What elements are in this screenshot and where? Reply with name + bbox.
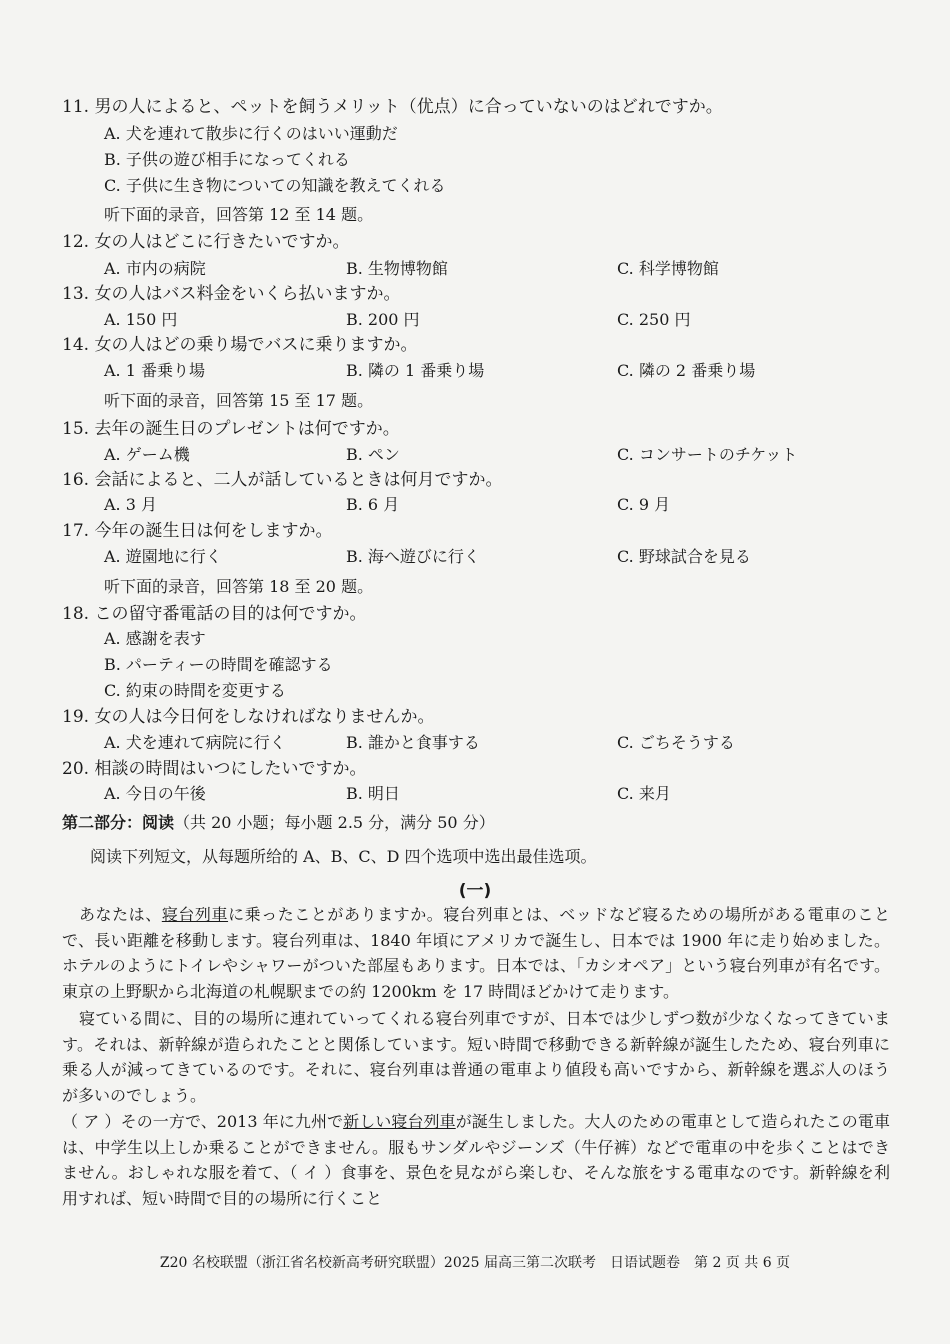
q18-option-b: B. パーティーの時間を確認する — [104, 655, 333, 674]
listening-instruction-18: 听下面的录音，回答第 18 至 20 题。 — [104, 577, 374, 596]
q17-option-a: A. 遊園地に行く — [104, 547, 222, 566]
passage-paragraph-3: （ ア ）その一方で、2013 年に九州で新しい寝台列車が誕生しました。大人のための電車として造られたこの電車は、中学生以上しか乗ることができません。服もサンダルやジーンズ（牛仔裤）などで電車の中を歩くことはできません。おしゃれな服を着て、（ イ ）食事を、景色を見ながら楽しむ、そんな旅をする電車なのです。新幹線を利用すれば、短い時間で目的の場所に行くこと — [62, 1112, 890, 1208]
q19-option-a: A. 犬を連れて病院に行く — [104, 733, 286, 752]
section-2-title: 第二部分：阅读 — [62, 813, 175, 832]
underlined-term-sleeper-train: 寝台列車 — [161, 905, 229, 924]
q13-option-b: B. 200 円 — [346, 310, 420, 329]
q14-option-a: A. 1 番乗り場 — [104, 361, 205, 380]
q20-option-c: C. 来月 — [617, 784, 671, 803]
listening-instruction-12: 听下面的录音，回答第 12 至 14 题。 — [104, 205, 374, 224]
page-footer: Z20 名校联盟（浙江省名校新高考研究联盟）2025 届高三第二次联考 日语试题卷 第 2 页 共 6 页 — [159, 1255, 791, 1271]
q16-option-c: C. 9 月 — [617, 495, 671, 514]
section-2-heading — [62, 812, 495, 834]
underlined-term-new-sleeper-train: 新しい寝台列車 — [343, 1112, 456, 1131]
question-14: 14. 女の人はどの乗り場でバスに乗りますか。 — [62, 335, 418, 355]
q15-option-a: A. ゲーム機 — [104, 445, 190, 464]
question-16: 16. 会話によると、二人が話しているときは何月ですか。 — [62, 470, 503, 490]
passage-title: (一) — [458, 881, 492, 901]
q12-option-b: B. 生物博物館 — [346, 259, 448, 278]
q20-option-b: B. 明日 — [346, 784, 400, 803]
question-19: 19. 女の人は今日何をしなければなりませんか。 — [62, 707, 435, 727]
q11-option-c: C. 子供に生き物についての知識を教えてくれる — [104, 176, 446, 195]
q18-option-c: C. 約束の時間を変更する — [104, 681, 286, 700]
q18-option-a: A. 感謝を表す — [104, 629, 206, 648]
question-17: 17. 今年の誕生日は何をしますか。 — [62, 521, 333, 541]
question-12: 12. 女の人はどこに行きたいですか。 — [62, 232, 350, 252]
passage-paragraph-2: 寝ている間に、目的の場所に連れていってくれる寝台列車ですが、日本では少しずつ数が少なくなってきています。それは、新幹線が造られたことと関係しています。短い時間で移動できる新幹線が誕生したため、寝台列車に乗る人が減ってきているのです。それに、寝台列車は普通の電車より値段も高いですから、新幹線を選ぶ人のほうが多いのでしょう。 — [62, 1009, 890, 1105]
q20-option-a: A. 今日の午後 — [104, 784, 206, 803]
question-13: 13. 女の人はバス料金をいくら払いますか。 — [62, 284, 401, 304]
q19-option-c: C. ごちそうする — [617, 733, 735, 752]
q14-option-c: C. 隣の 2 番乗り場 — [617, 361, 756, 380]
q13-option-a: A. 150 円 — [104, 310, 178, 329]
q13-option-c: C. 250 円 — [617, 310, 691, 329]
passage-paragraph-1: あなたは、寝台列車に乗ったことがありますか。寝台列車とは、ベッドなど寝るための場所がある電車のことで、長い距離を移動します。寝台列車は、1840 年頃にアメリカで誕生し、日本では 1900 年に走り始めました。ホテルのようにトイレやシャワーがついた部屋もあります。日本では、「カシオペア」という寝台列車が有名です。東京の上野駅から北海道の札幌駅までの約 1200km を 17 時間ほどかけて走ります。 — [62, 905, 890, 1001]
q11-option-b: B. 子供の遊び相手になってくれる — [104, 150, 350, 169]
q15-option-c: C. コンサートのチケット — [617, 445, 798, 464]
q11-option-a: A. 犬を連れて散歩に行くのはいい運動だ — [104, 124, 398, 143]
q16-option-a: A. 3 月 — [104, 495, 157, 514]
q17-option-b: B. 海へ遊びに行く — [346, 547, 480, 566]
question-11: 11. 男の人によると、ペットを飼うメリット（优点）に合っていないのはどれですか。 — [62, 97, 723, 117]
q12-option-c: C. 科学博物館 — [617, 259, 719, 278]
question-18: 18. この留守番電話の目的は何ですか。 — [62, 604, 367, 624]
question-20: 20. 相談の時間はいつにしたいですか。 — [62, 759, 367, 779]
listening-instruction-15: 听下面的录音，回答第 15 至 17 题。 — [104, 391, 374, 410]
q16-option-b: B. 6 月 — [346, 495, 400, 514]
q17-option-c: C. 野球試合を見る — [617, 547, 751, 566]
reading-instruction: 阅读下列短文，从每题所给的 A、B、C、D 四个选项中选出最佳选项。 — [90, 847, 597, 866]
q15-option-b: B. ペン — [346, 445, 400, 464]
question-15: 15. 去年の誕生日のプレゼントは何ですか。 — [62, 419, 400, 439]
q19-option-b: B. 誰かと食事する — [346, 733, 480, 752]
q14-option-b: B. 隣の 1 番乗り場 — [346, 361, 485, 380]
q12-option-a: A. 市内の病院 — [104, 259, 206, 278]
section-2-detail: （共 20 小题；每小题 2.5 分，满分 50 分） — [174, 813, 495, 832]
